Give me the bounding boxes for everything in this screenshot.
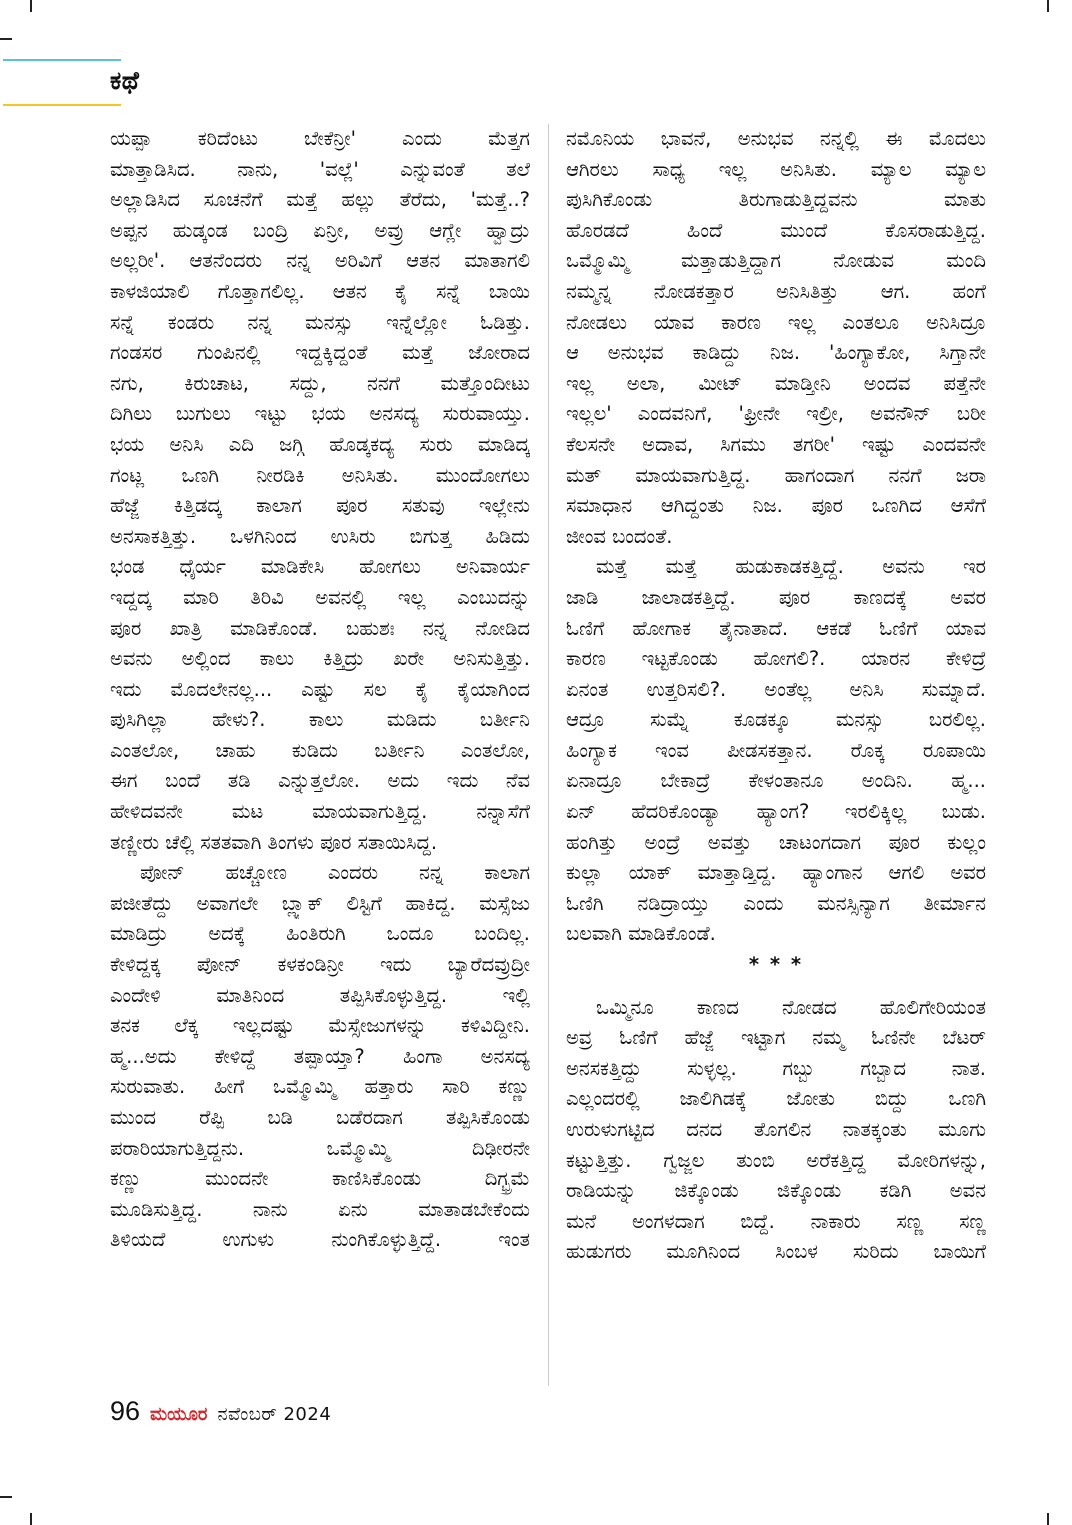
crop-mark [30,1513,32,1525]
text-line: ಮಾತ್ತಾಡಿಸಿದ. ನಾನು, 'ವಲ್ಲೆ' ಎನ್ನುವಂತೆ ತಲೆ [110,157,530,181]
text-line: ಉರುಳುಗಟ್ಟಿದ ದನದ ತೊಗಲಿನ ನಾತಕ್ಕಂತು ಮೂಗು [566,1118,986,1141]
text-line: ಅವ್ರ ಓಣಿಗೆ ಹೆಜ್ಜೆ ಇಟ್ಟಾಗ ನಮ್ಮ ಓಣಿನೇ ಬೆಟರ್ [566,1026,986,1050]
text-line: ತನಕ ಲೆಕ್ಕ ಇಲ್ಲದಷ್ಟು ಮೆಸ್ಸೇಜುಗಳನ್ನು ಕಳಿವಿದ್ದೀನಿ. [110,1014,530,1038]
text-line: ಕೇಳಿದ್ದಕ್ಕ ಪೋನ್ ಕಳಕಂಡಿನ್ರೀ ಇದು ಬ್ಯಾರೆದವ್ರುದ್ರೀ [110,953,530,977]
text-line: ನಮ್ಮನ್ನ ನೋಡಕತ್ತಾರ ಅನಿಸಿತಿತ್ತು ಆಗ. ಹಂಗೆ [566,279,986,303]
text-line: ಓಣಿಗೆ ಹೋಗಾಕ ತೈನಾತಾದೆ. ಆಕಡೆ ಓಣಿಗೆ ಯಾವ [566,616,986,640]
text-line: ಪೂರ ಖಾತ್ರಿ ಮಾಡಿಕೊಂಡೆ. ಬಹುಶಃ ನನ್ನ ನೋಡಿದ [110,616,530,640]
text-line: ಒಮ್ಮೊಮ್ಮಿ ಮತ್ತಾಡುತ್ತಿದ್ದಾಗ ನೋಡುವ ಮಂದಿ [566,249,986,273]
text-line: ಆ ಅನುಭವ ಕಾಡಿದ್ದು ನಿಜ. 'ಹಿಂಗ್ಯಾಕೋ, ಸಿಗ್ತಾನೇ [566,341,986,365]
text-line: ಏನಂತ ಉತ್ತರಿಸಲಿ?. ಅಂತೆಲ್ಲ ಅನಿಸಿ ಸುಮ್ನಾದೆ. [566,677,986,701]
text-line: ಹಿಂಗ್ಯಾಕ ಇಂವ ಪೀಡಸಕತ್ತಾನ. ರೊಕ್ಕ ರೂಪಾಯಿ [566,738,986,762]
page-footer [110,1396,331,1427]
text-line: ಪಜೀತೆದ್ದು ಅವಾಗಲೇ ಬ್ಲ್ಯಾಕ್ ಲಿಸ್ಟಿಗೆ ಹಾಕಿದ್ದ. ಮಸ್ಸೆಜು [110,891,530,915]
text-line: ತಣ್ಣೀರು ಚೆಲ್ಲಿ ಸತತವಾಗಿ ತಿಂಗಳು ಪೂರ ಸತಾಯಿಸಿದ್ದ. [110,830,438,854]
paragraph-start: ಪೋನ್ ಹಚ್ಚೋಣ ಎಂದರು ನನ್ನ ಕಾಲಾಗ [140,861,530,885]
text-line: ಮಾಡಿದ್ರು ಅದಕ್ಕೆ ಹಿಂತಿರುಗಿ ಒಂದೂ ಬಂದಿಲ್ಲ. [110,922,530,946]
text-line: ಮೂಡಿಸುತ್ತಿದ್ದ. ನಾನು ಏನು ಮಾತಾಡಬೇಕೆಂದು [110,1197,530,1221]
text-line: ನಮೊನಿಯ ಭಾವನೆ, ಅನುಭವ ನನ್ನಲ್ಲಿ ಈ ಮೊದಲು [566,127,986,150]
header-bottom-rule [3,104,121,106]
text-line: ಮತ್ ಮಾಯವಾಗುತ್ತಿದ್ದ. ಹಾಗಂದಾಗ ನನಗೆ ಜರಾ [566,463,986,487]
text-line: ಅನಸಕತ್ತಿದ್ದು ಸುಳ್ಳಲ್ಲ. ಗಬ್ಬು ಗಬ್ಬಾದ ನಾತ. [566,1056,986,1080]
text-line: ಕಟ್ಟುತ್ತಿತ್ತು. ಗ್ವಜ್ಜಲ ತುಂಬಿ ಅರೆಕತ್ತಿದ್ದ ಮೋರಿಗಳನ್ನು, [566,1148,986,1172]
text-line: ಅನಸಾಕತ್ತಿತ್ತು. ಒಳಗಿನಿಂದ ಉಸಿರು ಬಿಗುತ್ತ ಹಿಡಿದು [110,524,530,548]
text-line: ಓಣಿಗಿ ನಡಿದ್ರಾಯ್ತು ಎಂದು ಮನಸ್ಸಿನ್ಯಾಗ ತೀರ್ಮಾನ [566,891,986,915]
text-line: ಪುಸಿಗಿಲ್ಲಾ ಹೇಳು?. ಕಾಲು ಮಡಿದು ಬರ್ತೀನಿ [110,708,530,732]
text-line: ಗಂಟ್ಲ ಒಣಗಿ ನೀರಡಿಕಿ ಅನಿಸಿತು. ಮುಂದೋಗಲು [110,463,530,487]
text-line: ಭಯ ಅನಿಸಿ ಎದಿ ಜಗ್ಗಿ ಹೊಡ್ಕಕದ್ಯ ಸುರು ಮಾಡಿದ್ಕ [110,432,530,456]
text-line: ಆಗಿರಲು ಸಾಧ್ಯ ಇಲ್ಲ ಅನಿಸಿತು. ಮ್ಯಾಲ ಮ್ಯಾಲ [566,157,986,181]
text-line: ಯಪ್ಪಾ ಕರಿದೆಂಟು ಬೇಕೆನ್ರೀ' ಎಂದು ಮೆತ್ತಗ [110,127,530,150]
issue-date: ನವೆಂಬರ್ 2024 [217,1404,332,1425]
header-top-rule [3,59,121,61]
text-line: ದಿಗಿಲು ಬುಗುಲು ಇಟ್ಟು ಭಯ ಅನಸದ್ಯ ಸುರುವಾಯ್ತು. [110,402,530,426]
text-line: ಏನಾದ್ರೂ ಬೇಕಾದ್ರೆ ಕೇಳಂತಾನೂ ಅಂದಿನಿ. ಹ್ಮ... [566,769,986,793]
text-line: ಹೆಜ್ಜೆ ಕಿತ್ತಿಡದ್ಕ ಕಾಲಾಗ ಪೂರ ಸತುವು ಇಲ್ಲೇನು [110,494,530,518]
text-line: ತಿಳಿಯದೆ ಉಗುಳು ನುಂಗಿಕೊಳ್ಳುತ್ತಿದ್ದೆ. ಇಂತ [110,1228,530,1252]
text-line: ಬಲವಾಗಿ ಮಾಡಿಕೊಂಡೆ. [566,922,716,946]
section-title: ಕಥೆ [110,66,140,95]
right-column [566,124,986,1268]
text-line: ಈಗ ಬಂದೆ ತಡಿ ಎನ್ನುತ್ತಲೋ. ಅದು ಇದು ನೆವ [110,769,530,793]
text-line: ಇದ್ದದ್ಕ ಮಾರಿ ತಿರಿವಿ ಅವನಲ್ಲಿ ಇಲ್ಲ ಎಂಬುದನ್ನು [110,585,530,609]
paragraph-start: ಮತ್ತೆ ಮತ್ತೆ ಹುಡುಕಾಡಕತ್ತಿದ್ದೆ. ಅವನು ಇರ [596,555,986,579]
crop-mark [30,0,32,12]
text-line: ಸನ್ನೆ ಕಂಡರು ನನ್ನ ಮನಸ್ಸು ಇನ್ನೆಲ್ಲೋ ಓಡಿತ್ತು. [110,310,530,334]
text-line: ಮುಂದ ರೆಪ್ಪಿ ಬಡಿ ಬಡೆರದಾಗ ತಪ್ಪಿಸಿಕೊಂಡು [110,1106,530,1129]
text-line: ನಗು, ಕಿರುಚಾಟ, ಸದ್ದು, ನನಗೆ ಮತ್ತೊಂದೀಟು [110,371,530,395]
text-line: ಪುಸಿಗಿಕೊಂಡು ತಿರುಗಾಡುತ್ತಿದ್ದವನು ಮಾತು [566,188,986,212]
text-line: ಇದು ಮೊದಲೇನಲ್ಲ... ಎಷ್ಟು ಸಲ ಕೈ ಕೈಯಾಗಿಂದ [110,677,530,701]
crop-mark [0,38,12,40]
text-line: ಹ್ಮ...ಅದು ಕೇಳಿದ್ದೆ ತಪ್ಪಾಯ್ತಾ? ಹಿಂಗಾ ಅನಸದ್ಯ [110,1044,530,1068]
left-column [110,124,530,1256]
text-line: ಹೊರಡದೆ ಹಿಂದೆ ಮುಂದೆ ಕೊಸರಾಡುತ್ತಿದ್ದ. [566,218,986,242]
text-line: ಕಾಳಜಿಯಾಲಿ ಗೊತ್ತಾಗಲಿಲ್ಲ. ಆತನ ಕೈ ಸನ್ನೆ ಬಾಯಿ [110,279,530,303]
crop-mark [1047,1513,1049,1525]
text-line: ಜೀಂವ ಬಂದಂತೆ. [566,524,673,548]
text-line: ಕೆಲಸನೇ ಅದಾವ, ಸಿಗಮು ತಗರೀ' ಇಷ್ಟು ಎಂದವನೇ [566,432,986,456]
text-line: ಇಲ್ಲ ಅಲಾ, ಮೀಟ್ ಮಾಡ್ತೀನಿ ಅಂದವ ಪತ್ತೆನೇ [566,371,986,395]
text-line: ರಾಡಿಯನ್ನು ಜಿಕ್ಕೊಂಡು ಜಿಕ್ಕೊಂಡು ಕಡಿಗಿ ಅವನ [566,1179,986,1203]
text-line: ಅಪ್ಪನ ಹುಡ್ಕಂಡ ಬಂದ್ರಿ ಏನ್ರೀ, ಅವ್ರು ಆಗ್ಲೇ ಹ್ವಾದ್ರು [110,218,530,242]
text-line: ಅಲ್ಲಾಡಿಸಿದ ಸೂಚನೆಗೆ ಮತ್ತೆ ಹಲ್ಲು ತೆರೆದು, 'ಮತ್ತೆ..? [110,188,530,212]
text-line: ನೋಡಲು ಯಾವ ಕಾರಣ ಇಲ್ಲ ಎಂತಲೂ ಅನಿಸಿದ್ರೂ [566,310,986,334]
text-line: ಎಲ್ಲಂದರಲ್ಲಿ ಜಾಲಿಗಿಡಕ್ಕೆ ಜೋತು ಬಿದ್ದು ಒಣಗಿ [566,1087,986,1111]
text-line: ಮನೆ ಅಂಗಳದಾಗ ಬಿದ್ದೆ. ನಾಕಾರು ಸಣ್ಣ ಸಣ್ಣ [566,1209,986,1233]
column-divider [548,124,549,1386]
text-line: ಕುಲ್ಲಾ ಯಾಕ್ ಮಾತ್ತಾಡ್ತಿದ್ದ. ಹ್ಯಾಂಗಾನ ಆಗಲಿ ಅವರ [566,861,986,885]
text-line: ಕಾರಣ ಇಟ್ಟಕೊಂಡು ಹೋಗಲಿ?. ಯಾರನ ಕೇಳಿದ್ರೆ [566,647,986,671]
text-line: ಕಣ್ಣು ಮುಂದನೇ ಕಾಣಿಸಿಕೊಂಡು ದಿಗ್ಭ್ರಮೆ [110,1167,530,1191]
text-line: ಇಲ್ಲಲ' ಎಂದವನಿಗೆ, 'ಫ್ರೀನೇ ಇಲ್ರೀ, ಅವನೌನ್ ಬರೀ [566,402,986,426]
text-line: ಅವನು ಅಲ್ಲಿಂದ ಕಾಲು ಕಿತ್ತಿದ್ರು ಖರೇ ಅನಿಸುತ್ತಿತ್ತು. [110,647,530,671]
crop-mark [1047,0,1049,12]
text-line: ಏನ್ ಹೆದರಿಕೊಂಡ್ಯಾ ಹ್ಯಾಂಗ? ಇರಲಿಕ್ಕಿಲ್ಲ ಬುಡು. [566,800,986,824]
magazine-logo: ಮಯೂರ [150,1404,208,1425]
section-break: * * * [748,953,804,977]
text-line: ಸುರುವಾತು. ಹೀಗೆ ಒಮ್ಮೊಮ್ಮಿ ಹತ್ತಾರು ಸಾರಿ ಕಣ್ಣು [110,1075,530,1099]
text-line: ಎಂದೇಳಿ ಮಾತಿನಿಂದ ತಪ್ಪಿಸಿಕೊಳ್ಳುತ್ತಿದ್ದ. ಇಲ್ಲಿ [110,983,530,1007]
text-line: ಎಂತಲೋ, ಚಾಹು ಕುಡಿದು ಬರ್ತೀನಿ ಎಂತಲೋ, [110,738,530,762]
text-line: ಹೇಳಿದವನೇ ಮಟ ಮಾಯವಾಗುತ್ತಿದ್ದ. ನನ್ನಾಸೆಗೆ [110,800,530,824]
paragraph-start: ಒಮ್ಮಿನೂ ಕಾಣದ ನೋಡದ ಹೊಲಿಗೇರಿಯಂತ [596,995,986,1019]
text-line: ಸಮಾಧಾನ ಆಗಿದ್ದಂತು ನಿಜ. ಪೂರ ಒಣಗಿದ ಆಸೆಗೆ [566,494,986,518]
page-number: 96 [110,1396,141,1426]
text-line: ಗಂಡಸರ ಗುಂಪಿನಲ್ಲಿ ಇದ್ದಕ್ಕಿದ್ದಂತೆ ಮತ್ತೆ ಜೋರಾದ [110,341,530,365]
text-line: ಅಲ್ಲರೀ'. ಆತನೆಂದರು ನನ್ನ ಅರಿವಿಗೆ ಆತನ ಮಾತಾಗಲಿ [110,249,530,273]
text-line: ಹುಡುಗರು ಮೂಗಿನಿಂದ ಸಿಂಬಳ ಸುರಿದು ಬಾಯಿಗೆ [566,1240,986,1264]
text-line: ಹಂಗಿತ್ತು ಅಂದ್ರೆ ಅವತ್ತು ಚಾಟಂಗದಾಗ ಪೂರ ಕುಲ್ಲಂ [566,830,986,854]
text-line: ಆದ್ರೂ ಸುಮ್ನೆ ಕೂಡಕ್ಕೂ ಮನಸ್ಸು ಬರಲಿಲ್ಲ. [566,708,986,732]
text-line: ಪರಾರಿಯಾಗುತ್ತಿದ್ದನು. ಒಮ್ಮೊಮ್ಮಿ ದಿಢೀರನೇ [110,1136,530,1160]
text-line: ಜಾಡಿ ಜಾಲಾಡಕತ್ತಿದ್ದೆ. ಪೂರ ಕಾಣದಕ್ಕೆ ಅವರ [566,585,986,609]
text-line: ಭಂಡ ಧೈರ್ಯ ಮಾಡಿಕೇಸಿ ಹೋಗಲು ಅನಿವಾರ್ಯ [110,555,530,579]
break-spacer [566,981,986,993]
crop-mark [0,1496,12,1498]
